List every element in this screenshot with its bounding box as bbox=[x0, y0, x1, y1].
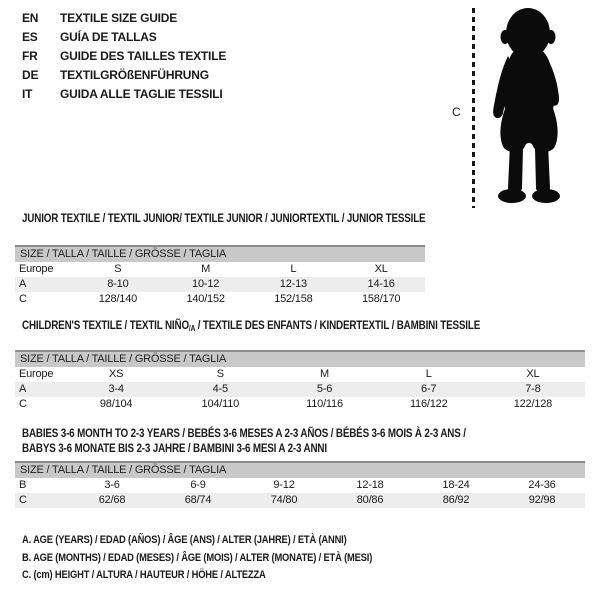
cell: 158/170 bbox=[361, 293, 401, 305]
junior-size-table bbox=[15, 245, 425, 307]
cell: 18-24 bbox=[442, 479, 470, 491]
language-row-fr bbox=[22, 47, 226, 66]
cell: 3-6 bbox=[104, 479, 120, 491]
cell: 68/74 bbox=[184, 494, 212, 506]
cell: 12-13 bbox=[279, 278, 307, 290]
table-row bbox=[15, 262, 425, 277]
table-row bbox=[15, 292, 425, 307]
baby-silhouette-icon bbox=[482, 6, 576, 208]
language-title: TEXTILGRÖßENFÜHRUNG bbox=[60, 68, 209, 82]
cell: 9-12 bbox=[273, 479, 295, 491]
language-row-es bbox=[22, 28, 226, 47]
row-label: Europe bbox=[19, 368, 54, 380]
cell: L bbox=[290, 263, 297, 275]
note-a: A. AGE (YEARS) / EDAD (AÑOS) / ÂGE (ANS) / ALTER (JAHRE) / ETÀ (ANNI) bbox=[22, 534, 347, 546]
note-b: B. AGE (MONTHS) / EDAD (MESES) / ÂGE (MOIS) / ALTER (MONATE) / ETÀ (MESI) bbox=[22, 551, 373, 564]
cell: 12-18 bbox=[356, 479, 384, 491]
cell: 7-8 bbox=[525, 383, 541, 395]
language-code: DE bbox=[22, 68, 39, 82]
table-row bbox=[15, 397, 585, 412]
language-title: GUÍA DE TALLAS bbox=[60, 30, 157, 44]
size-header-bar: SIZE / TALLA / TAILLE / GRÖSSE / TAGLIA bbox=[15, 245, 425, 262]
babies-size-table bbox=[15, 461, 585, 508]
table-row bbox=[15, 493, 585, 508]
cell: XL bbox=[526, 368, 540, 380]
children-size-table bbox=[15, 350, 585, 412]
cell: M bbox=[201, 263, 211, 275]
title-subscript: /A bbox=[188, 324, 196, 333]
cell: 8-10 bbox=[107, 278, 129, 290]
cell: S bbox=[216, 368, 224, 380]
title-text: CHILDREN'S TEXTILE / TEXTIL NIÑO bbox=[22, 318, 189, 332]
language-title-list bbox=[22, 9, 226, 104]
row-label: B bbox=[19, 479, 27, 491]
cell: 116/122 bbox=[409, 398, 448, 410]
row-label: C bbox=[19, 293, 27, 305]
cell: 104/110 bbox=[201, 398, 240, 410]
row-label: C bbox=[19, 398, 27, 410]
babies-section-title-line1: BABIES 3-6 MONTH TO 2-3 YEARS / BEBÉS 3-6 MESES A 2-3 AÑOS / BÉBÉS 3-6 MOIS À 2-3 ANS / bbox=[22, 426, 466, 440]
junior-section-title: JUNIOR TEXTILE / TEXTIL JUNIOR/ TEXTILE JUNIOR / JUNIORTEXTIL / JUNIOR TESSILE bbox=[22, 211, 426, 225]
cell: 98/104 bbox=[99, 398, 133, 410]
cell: M bbox=[320, 368, 329, 380]
cell: 6-9 bbox=[190, 479, 206, 491]
cell: 74/80 bbox=[270, 494, 298, 506]
language-row-en bbox=[22, 9, 226, 28]
cell: 152/158 bbox=[274, 293, 313, 305]
language-title: TEXTILE SIZE GUIDE bbox=[60, 11, 178, 25]
row-label: A bbox=[19, 383, 27, 395]
table-row bbox=[15, 478, 585, 493]
cell: 86/92 bbox=[442, 494, 470, 506]
cell: 110/116 bbox=[306, 398, 343, 410]
cell: 24-36 bbox=[528, 479, 556, 491]
cell: 5-6 bbox=[316, 383, 333, 395]
height-measure-dashed-line bbox=[472, 8, 475, 208]
cell: XL bbox=[374, 263, 388, 275]
size-header-bar: SIZE / TALLA / TAILLE / GRÖSSE / TAGLIA bbox=[15, 461, 585, 478]
cell: 140/152 bbox=[186, 293, 225, 305]
cell: 6-7 bbox=[421, 383, 437, 395]
cell: 3-4 bbox=[108, 383, 124, 395]
cell: XS bbox=[108, 368, 124, 380]
row-label: A bbox=[19, 278, 27, 290]
language-code: FR bbox=[22, 49, 38, 63]
language-row-de bbox=[22, 66, 226, 85]
language-title: GUIDA ALLE TAGLIE TESSILI bbox=[60, 87, 223, 101]
language-row-it bbox=[22, 85, 226, 104]
language-title: GUIDE DES TAILLES TEXTILE bbox=[60, 49, 227, 63]
cell: L bbox=[425, 368, 432, 380]
table-row bbox=[15, 382, 585, 397]
language-code: ES bbox=[22, 30, 38, 44]
cell: 92/98 bbox=[528, 494, 556, 506]
cell: 10-12 bbox=[192, 278, 220, 290]
cell: 80/86 bbox=[356, 494, 384, 506]
cell: 62/68 bbox=[98, 494, 126, 506]
cell: 4-5 bbox=[212, 383, 228, 395]
table-row bbox=[15, 367, 585, 382]
legend-notes bbox=[22, 534, 434, 587]
row-label: C bbox=[19, 494, 27, 506]
cell: 14-16 bbox=[367, 278, 395, 290]
note-c: C. (cm) HEIGHT / ALTURA / HAUTEUR / HÖHE / ALTEZZA bbox=[22, 569, 266, 581]
cell: 122/128 bbox=[513, 398, 553, 410]
cell: 128/140 bbox=[98, 293, 138, 305]
title-text: / TEXTILE DES ENFANTS / KINDERTEXTIL / BAMBINI TESSILE bbox=[195, 318, 481, 332]
height-measure-label: C bbox=[452, 105, 461, 119]
table-row bbox=[15, 277, 425, 292]
language-code: EN bbox=[22, 11, 39, 25]
babies-section-title-line2: BABYS 3-6 MONATE BIS 2-3 JAHRE / BAMBINI 3-6 MESI A 2-3 ANNI bbox=[22, 441, 327, 455]
row-label: Europe bbox=[19, 263, 54, 275]
children-section-title bbox=[22, 318, 480, 336]
language-code: IT bbox=[22, 87, 33, 101]
size-header-bar: SIZE / TALLA / TAILLE / GRÖSSE / TAGLIA bbox=[15, 350, 585, 367]
cell: S bbox=[114, 263, 122, 275]
